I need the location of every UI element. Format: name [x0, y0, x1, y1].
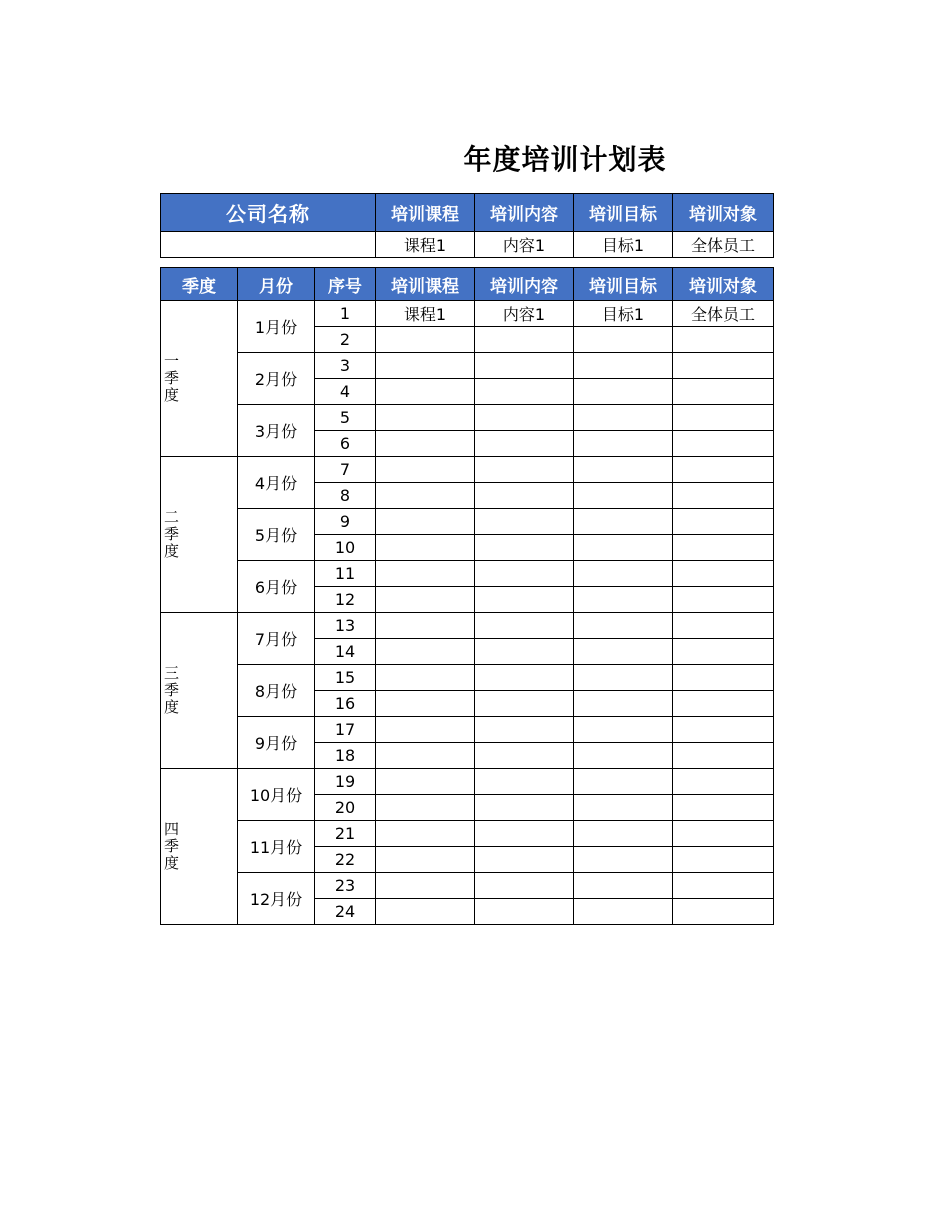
course-cell[interactable] [376, 431, 475, 457]
target-cell[interactable] [673, 717, 774, 743]
goal-cell[interactable] [574, 509, 673, 535]
target-cell[interactable] [673, 899, 774, 925]
goal-cell[interactable] [574, 457, 673, 483]
target-cell[interactable] [673, 561, 774, 587]
content-cell[interactable] [475, 899, 574, 925]
quarter-label: 三季度 [164, 664, 180, 716]
content-cell[interactable] [475, 795, 574, 821]
month-cell: 7月份 [238, 613, 315, 665]
goal-cell[interactable]: 目标1 [574, 301, 673, 327]
target-cell[interactable] [673, 743, 774, 769]
quarter-cell [161, 457, 238, 613]
content-cell[interactable] [475, 821, 574, 847]
goal-column-header: 培训目标 [574, 268, 673, 301]
table-row [161, 457, 774, 483]
goal-cell[interactable] [574, 405, 673, 431]
course-cell[interactable] [376, 561, 475, 587]
month-cell: 10月份 [238, 769, 315, 821]
content-cell[interactable] [475, 691, 574, 717]
content-cell[interactable] [475, 457, 574, 483]
goal-cell[interactable] [574, 353, 673, 379]
goal-cell[interactable] [574, 665, 673, 691]
quarter-cell [161, 301, 238, 457]
target-value-cell[interactable]: 全体员工 [673, 232, 774, 258]
content-cell[interactable] [475, 509, 574, 535]
goal-cell[interactable] [574, 769, 673, 795]
content-cell[interactable] [475, 327, 574, 353]
course-cell[interactable] [376, 769, 475, 795]
number-cell: 4 [315, 379, 376, 405]
target-cell[interactable]: 全体员工 [673, 301, 774, 327]
target-cell[interactable] [673, 379, 774, 405]
quarter-cell [161, 613, 238, 769]
company-info-table [160, 193, 774, 258]
month-cell: 9月份 [238, 717, 315, 769]
course-cell[interactable] [376, 353, 475, 379]
goal-cell[interactable] [574, 535, 673, 561]
goal-value-cell[interactable]: 目标1 [574, 232, 673, 258]
target-cell[interactable] [673, 873, 774, 899]
table-row [161, 509, 774, 535]
content-cell[interactable] [475, 847, 574, 873]
table-row [161, 873, 774, 899]
course-value-cell[interactable]: 课程1 [376, 232, 475, 258]
number-cell: 24 [315, 899, 376, 925]
course-cell[interactable] [376, 483, 475, 509]
number-cell: 9 [315, 509, 376, 535]
number-cell: 3 [315, 353, 376, 379]
target-cell[interactable] [673, 769, 774, 795]
number-cell: 22 [315, 847, 376, 873]
goal-cell[interactable] [574, 587, 673, 613]
content-cell[interactable] [475, 613, 574, 639]
content-cell[interactable] [475, 561, 574, 587]
target-cell[interactable] [673, 847, 774, 873]
table-row [161, 405, 774, 431]
course-cell[interactable] [376, 405, 475, 431]
content-cell[interactable]: 内容1 [475, 301, 574, 327]
number-cell: 14 [315, 639, 376, 665]
number-column-header: 序号 [315, 268, 376, 301]
target-cell[interactable] [673, 483, 774, 509]
content-cell[interactable] [475, 535, 574, 561]
quarter-column-header: 季度 [161, 268, 238, 301]
company-value-row [161, 232, 774, 258]
number-cell: 20 [315, 795, 376, 821]
table-row [161, 301, 774, 327]
course-cell[interactable] [376, 691, 475, 717]
content-cell[interactable] [475, 665, 574, 691]
number-cell: 15 [315, 665, 376, 691]
number-cell: 1 [315, 301, 376, 327]
content-value-cell[interactable]: 内容1 [475, 232, 574, 258]
number-cell: 23 [315, 873, 376, 899]
goal-cell[interactable] [574, 639, 673, 665]
content-cell[interactable] [475, 873, 574, 899]
table-row [161, 769, 774, 795]
target-cell[interactable] [673, 665, 774, 691]
course-cell[interactable] [376, 899, 475, 925]
goal-cell[interactable] [574, 691, 673, 717]
number-cell: 17 [315, 717, 376, 743]
course-column-header: 培训课程 [376, 268, 475, 301]
goal-column-header: 培训目标 [574, 194, 673, 232]
month-cell: 4月份 [238, 457, 315, 509]
number-cell: 7 [315, 457, 376, 483]
content-cell[interactable] [475, 717, 574, 743]
content-column-header: 培训内容 [475, 268, 574, 301]
target-cell[interactable] [673, 457, 774, 483]
quarter-cell [161, 769, 238, 925]
page-title: 年度培训计划表 [463, 143, 667, 176]
number-cell: 12 [315, 587, 376, 613]
month-cell: 11月份 [238, 821, 315, 873]
goal-cell[interactable] [574, 821, 673, 847]
quarter-label: 四季度 [164, 820, 180, 872]
course-cell[interactable]: 课程1 [376, 301, 475, 327]
target-cell[interactable] [673, 587, 774, 613]
goal-cell[interactable] [574, 899, 673, 925]
goal-cell[interactable] [574, 847, 673, 873]
month-cell: 3月份 [238, 405, 315, 457]
course-cell[interactable] [376, 379, 475, 405]
goal-cell[interactable] [574, 327, 673, 353]
company-name-cell[interactable] [161, 232, 376, 258]
month-column-header: 月份 [238, 268, 315, 301]
content-cell[interactable] [475, 483, 574, 509]
number-cell: 18 [315, 743, 376, 769]
table-row [161, 613, 774, 639]
course-cell[interactable] [376, 821, 475, 847]
table-row [161, 821, 774, 847]
target-cell[interactable] [673, 639, 774, 665]
company-name-header: 公司名称 [161, 194, 376, 232]
table-row [161, 717, 774, 743]
course-cell[interactable] [376, 587, 475, 613]
target-cell[interactable] [673, 795, 774, 821]
course-cell[interactable] [376, 327, 475, 353]
number-cell: 2 [315, 327, 376, 353]
target-cell[interactable] [673, 405, 774, 431]
target-cell[interactable] [673, 535, 774, 561]
target-cell[interactable] [673, 509, 774, 535]
number-cell: 11 [315, 561, 376, 587]
content-cell[interactable] [475, 743, 574, 769]
number-cell: 5 [315, 405, 376, 431]
plan-header-row [161, 268, 774, 301]
number-cell: 19 [315, 769, 376, 795]
target-column-header: 培训对象 [673, 268, 774, 301]
target-cell[interactable] [673, 691, 774, 717]
course-cell[interactable] [376, 665, 475, 691]
month-cell: 5月份 [238, 509, 315, 561]
content-cell[interactable] [475, 769, 574, 795]
content-cell[interactable] [475, 379, 574, 405]
month-cell: 1月份 [238, 301, 315, 353]
target-cell[interactable] [673, 613, 774, 639]
course-cell[interactable] [376, 509, 475, 535]
course-cell[interactable] [376, 535, 475, 561]
goal-cell[interactable] [574, 717, 673, 743]
number-cell: 8 [315, 483, 376, 509]
table-row [161, 665, 774, 691]
target-cell[interactable] [673, 327, 774, 353]
number-cell: 6 [315, 431, 376, 457]
course-cell[interactable] [376, 873, 475, 899]
course-cell[interactable] [376, 717, 475, 743]
goal-cell[interactable] [574, 873, 673, 899]
target-cell[interactable] [673, 353, 774, 379]
number-cell: 21 [315, 821, 376, 847]
content-cell[interactable] [475, 431, 574, 457]
month-cell: 12月份 [238, 873, 315, 925]
course-cell[interactable] [376, 457, 475, 483]
goal-cell[interactable] [574, 483, 673, 509]
content-column-header: 培训内容 [475, 194, 574, 232]
target-column-header: 培训对象 [673, 194, 774, 232]
course-cell[interactable] [376, 795, 475, 821]
number-cell: 16 [315, 691, 376, 717]
course-cell[interactable] [376, 639, 475, 665]
table-row [161, 561, 774, 587]
goal-cell[interactable] [574, 561, 673, 587]
month-cell: 8月份 [238, 665, 315, 717]
quarter-label: 二季度 [164, 508, 180, 560]
number-cell: 10 [315, 535, 376, 561]
target-cell[interactable] [673, 821, 774, 847]
course-cell[interactable] [376, 613, 475, 639]
content-cell[interactable] [475, 639, 574, 665]
goal-cell[interactable] [574, 379, 673, 405]
goal-cell[interactable] [574, 613, 673, 639]
month-cell: 6月份 [238, 561, 315, 613]
quarter-label: 一季度 [164, 352, 180, 404]
course-cell[interactable] [376, 847, 475, 873]
table-row [161, 353, 774, 379]
month-cell: 2月份 [238, 353, 315, 405]
content-cell[interactable] [475, 353, 574, 379]
number-cell: 13 [315, 613, 376, 639]
goal-cell[interactable] [574, 795, 673, 821]
course-column-header: 培训课程 [376, 194, 475, 232]
content-cell[interactable] [475, 587, 574, 613]
company-header-row [161, 194, 774, 232]
goal-cell[interactable] [574, 743, 673, 769]
content-cell[interactable] [475, 405, 574, 431]
goal-cell[interactable] [574, 431, 673, 457]
course-cell[interactable] [376, 743, 475, 769]
target-cell[interactable] [673, 431, 774, 457]
training-plan-table [160, 267, 774, 925]
